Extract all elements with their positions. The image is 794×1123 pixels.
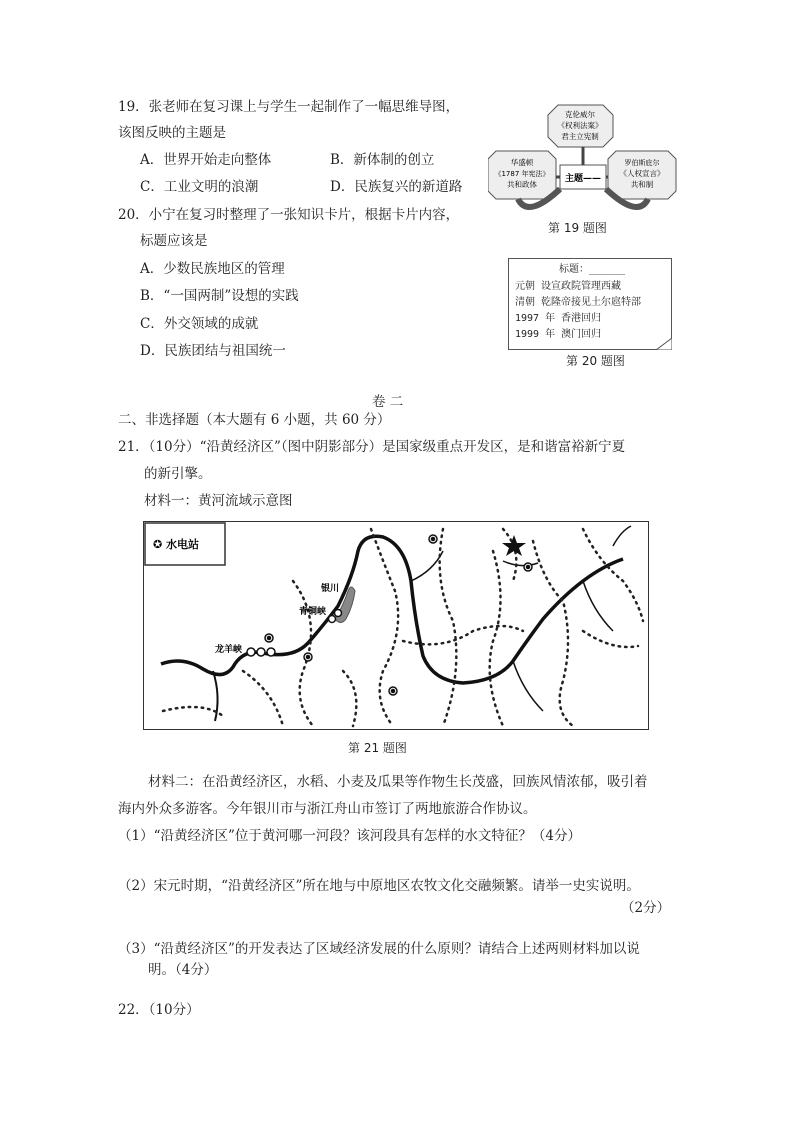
q20-stem-line1: 20．小宁在复习时整理了一张知识卡片，根据卡片内容， (118, 207, 460, 223)
q21-material2-line2: 海内外众多游客。今年银川市与浙江舟山市签订了两地旅游合作协议。 (118, 801, 537, 817)
mind-map-left-line2: 《1787 年宪法》 (494, 170, 550, 178)
section2-subheading: 二、非选择题（本大题有 6 小题，共 60 分） (118, 412, 391, 428)
q19-option-c: C．工业文明的浪潮 (140, 179, 259, 195)
q21-subquestion-1: （1）“沿黄经济区”位于黄河哪一河段？该河段具有怎样的水文特征？（4分） (118, 828, 581, 844)
q21-subquestion-3-line1: （3）“沿黄经济区”的开发表达了区域经济发展的什么原则？请结合上述两则材料加以说 (118, 941, 640, 957)
q20-caption: 第 20 题图 (566, 354, 625, 368)
mind-map-right-line1: 罗伯斯庇尔 (624, 159, 660, 167)
card-row-qing: 清朝 乾隆帝接见土尔扈特部 (515, 297, 642, 308)
q21-stem-line2: 的新引擎。 (144, 466, 212, 482)
q21-yellow-river-map (143, 521, 649, 730)
q20-stem-line2: 标题应该是 (140, 233, 208, 249)
q19-caption: 第 19 题图 (548, 221, 607, 235)
map-legend-text: ✪ 水电站 (153, 538, 200, 551)
label-qingtongxia: 青铜峡 (299, 607, 327, 617)
card-title: 标题：______ (559, 264, 626, 275)
card-page-curl (656, 338, 672, 350)
q19-stem-line1: 19．张老师在复习课上与学生一起制作了一幅思维导图， (118, 99, 460, 115)
q19-option-b: B．新体制的创立 (330, 152, 435, 168)
mind-map-top-line2: 《权利法案》 (557, 121, 603, 130)
q21-subquestion-2-score: （2分） (621, 900, 671, 916)
q19-stem-line2: 该图反映的主题是 (118, 125, 226, 141)
q21-subquestion-2: （2）宋元时期，“沿黄经济区”所在地与中原地区农牧文化交融频繁。请举一史实说明。 (118, 878, 640, 894)
q19-option-d: D．民族复兴的新道路 (330, 179, 463, 195)
mind-map-top-line1: 克伦威尔 (565, 110, 595, 119)
mind-map-center-label: 主题—— (564, 174, 602, 184)
card-row-yuan: 元朝 设宣政院管理西藏 (515, 281, 622, 292)
mind-map-right-line3: 共和制 (630, 180, 654, 189)
q20-option-a: A．少数民族地区的管理 (140, 261, 285, 277)
mind-map-left-line1: 华盛顿 (510, 158, 534, 167)
q20-option-c: C．外交领域的成就 (140, 316, 259, 332)
q21-material2-line1: 材料二：在沿黄经济区，水稻、小麦及瓜果等作物生长茂盛，回族风情浓郁，吸引着 (148, 774, 648, 790)
section2-heading: 卷 二 (372, 394, 404, 410)
q19-option-a: A．世界开始走向整体 (140, 152, 272, 168)
q20-option-b: B．“一国两制”设想的实践 (140, 288, 299, 304)
q21-map-caption: 第 21 题图 (348, 741, 407, 755)
mind-map-top-line3: 君主立宪制 (561, 132, 599, 141)
q19-mind-map (488, 103, 678, 221)
mind-map-left-line3: 共和政体 (507, 180, 537, 189)
q21-stem-line1: 21．（10分）“沿黄经济区”（图中阴影部分）是国家级重点开发区，是和谐富裕新宁夏 (118, 439, 626, 455)
q22-stem: 22．（10分） (118, 1002, 200, 1018)
q20-option-d: D．民族团结与祖国统一 (140, 343, 286, 359)
q21-subquestion-3-line2: 明。（4分） (148, 962, 218, 978)
label-longyangxia: 龙羊峡 (215, 645, 243, 655)
q21-material1: 材料一：黄河流域示意图 (144, 493, 293, 509)
label-yinchuan: 银川 (321, 584, 340, 594)
q20-knowledge-card (508, 258, 672, 350)
card-row-1999: 1999 年 澳门回归 (515, 329, 602, 340)
card-row-1997: 1997 年 香港回归 (515, 313, 602, 324)
mind-map-right-line2: 《人权宣言》 (619, 169, 665, 178)
